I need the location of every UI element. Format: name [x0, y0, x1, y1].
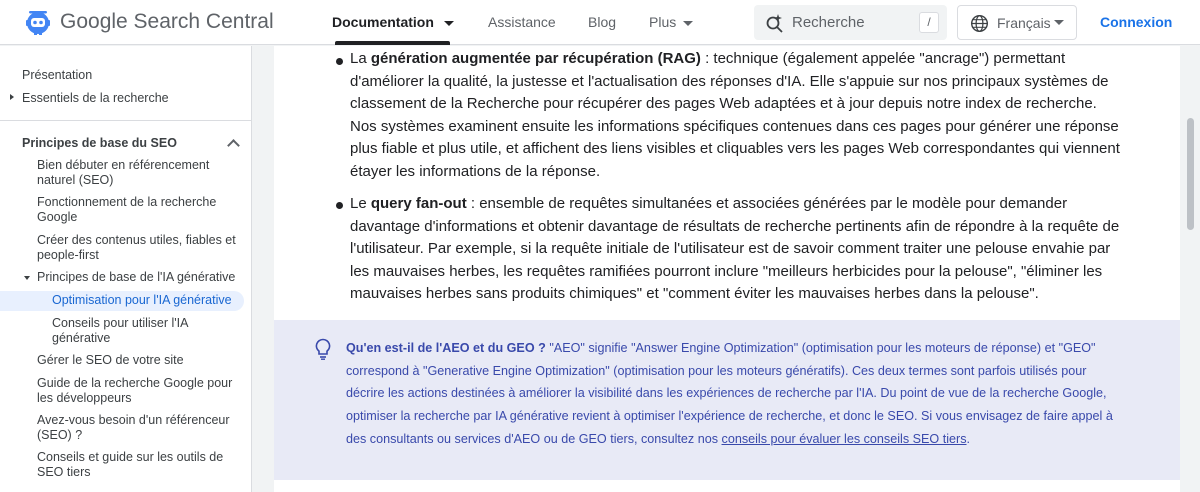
sidebar-item-presentation[interactable]: Présentation [22, 68, 93, 82]
sidebar-item-gerer-seo[interactable]: Gérer le SEO de votre site [37, 353, 184, 367]
top-header [0, 0, 1200, 45]
chevron-down-icon [444, 21, 454, 26]
sidebar-item-bien-debuter[interactable]: Bien débuter en référencement naturel (SEO) [37, 158, 210, 187]
chevron-down-icon [1054, 20, 1064, 25]
bullet-query-fanout [350, 193, 1120, 306]
bullet-rag-text: : technique (également appelée "ancrage") permettant d'améliorer la qualité, la justesse et l'actualisation des réponses d'IA. Elle s'appuie sur nos principaux systèmes de classement de la Recherche pour récupérer des pages Web adaptées et à jour depuis notre index de recherche. Nos systèmes examinent ensuite les informations spécifiques contenues dans ces pages pour générer une réponse plus fiable et plus utile, et affichent des liens visibles et cliquables vers les pages Web correspondantes qui viennent étayer les informations de la réponse. [350, 50, 1120, 180]
search-input[interactable] [754, 5, 947, 40]
sidebar-item-outils-tiers[interactable]: Conseils et guide sur les outils de SEO tiers [37, 450, 224, 479]
bullet-marker [336, 58, 343, 65]
chevron-up-icon[interactable] [227, 139, 240, 152]
note-link-conseils-seo[interactable]: conseils pour évaluer les conseils SEO tiers [721, 431, 967, 446]
globe-icon [970, 14, 989, 33]
sidebar-divider [0, 120, 252, 121]
robot-logo-icon[interactable] [23, 8, 53, 38]
chevron-down-icon [683, 21, 693, 26]
sparkle-search-icon [764, 13, 784, 33]
active-nav-indicator [335, 41, 450, 45]
bullet-fanout-term: query fan-out [370, 195, 467, 212]
nav-plus-label: Plus [649, 14, 677, 30]
language-label: Français [997, 15, 1051, 31]
sidebar-item-essentiels[interactable]: Essentiels de la recherche [22, 91, 169, 105]
sidebar-item-fonctionnement[interactable]: Fonctionnement de la recherche Google [37, 195, 217, 224]
main-content [274, 46, 1180, 492]
scrollbar-thumb[interactable] [1187, 118, 1194, 230]
bullet-marker [336, 202, 343, 209]
note-text: "AEO" signifie "Answer Engine Optimization" (optimisation pour les moteurs de réponse) et "GEO" correspond à "Generative Engine Optimization" (optimisation pour les moteurs génératifs). Ces deux termes sont parfois utilisés pour décrire les actions destinées à améliorer la visibilité dans les expériences de recherche par l'IA. Du point de vue de la recherche Google, optimiser la recherche par IA générative revient à optimiser l'expérience de recherche, et donc le SEO. Si vous envisagez de faire appel à des consultants ou services d'AEO ou de GEO tiers, consultez nos [346, 341, 1113, 446]
nav-blog[interactable]: Blog [588, 14, 617, 30]
note-body [346, 337, 1116, 451]
bullet-rag-prefix: La [350, 50, 371, 67]
nav-documentation-label: Documentation [332, 14, 434, 30]
sidebar-item-guide-dev[interactable]: Guide de la recherche Google pour les développeurs [37, 376, 233, 405]
note-end: . [966, 431, 971, 446]
sidebar-nav [0, 46, 252, 492]
bullet-rag [350, 48, 1120, 184]
note-heading: Qu'en est-il de l'AEO et du GEO ? [346, 341, 546, 355]
nav-plus[interactable] [649, 14, 693, 30]
search-placeholder: Recherche [792, 14, 865, 31]
chevron-down-icon[interactable] [24, 276, 30, 280]
bullet-fanout-text: : ensemble de requêtes simultanées et associées générées par le modèle pour demander davantage d'informations et obtenir davantage de résultats de recherche pertinents afin de répondre à la requête de l'utilisateur. Par exemple, si la requête initiale de l'utilisateur est de savoir comment traiter une pelouse envahie par les mauvaises herbes, les requêtes ramifiées pourront inclure "meilleurs herbicides pour la pelouse", "éliminer les mauvaises herbes sans produits chimiques" et "comment éviter les mauvaises herbes dans la pelouse". [350, 195, 1120, 303]
note-callout [274, 320, 1180, 480]
nav-documentation[interactable] [332, 14, 454, 30]
sidebar-item-principes-ia[interactable]: Principes de base de l'IA générative [37, 270, 236, 284]
brand-title[interactable]: Google Search Central [60, 10, 274, 33]
language-selector[interactable] [957, 5, 1077, 40]
sidebar-item-referenceur[interactable]: Avez-vous besoin d'un référenceur (SEO) ? [37, 413, 230, 442]
chevron-right-icon[interactable] [10, 94, 14, 100]
search-shortcut-key: / [919, 12, 939, 33]
sidebar-item-contenus-utiles[interactable]: Créer des contenus utiles, fiables et people-first [37, 233, 236, 262]
sidebar-item-optimisation-ia[interactable]: Optimisation pour l'IA générative [52, 293, 232, 307]
login-link[interactable]: Connexion [1100, 14, 1173, 30]
lightbulb-icon [314, 338, 332, 360]
bullet-fanout-prefix: Le [350, 195, 371, 212]
sidebar-section-principes-seo[interactable]: Principes de base du SEO [22, 136, 177, 150]
sidebar-item-conseils-ia[interactable]: Conseils pour utiliser l'IA générative [52, 316, 188, 345]
nav-assistance[interactable]: Assistance [488, 14, 556, 30]
page-scrollbar[interactable] [1180, 46, 1200, 492]
bullet-rag-term: génération augmentée par récupération (RAG) [370, 50, 701, 67]
